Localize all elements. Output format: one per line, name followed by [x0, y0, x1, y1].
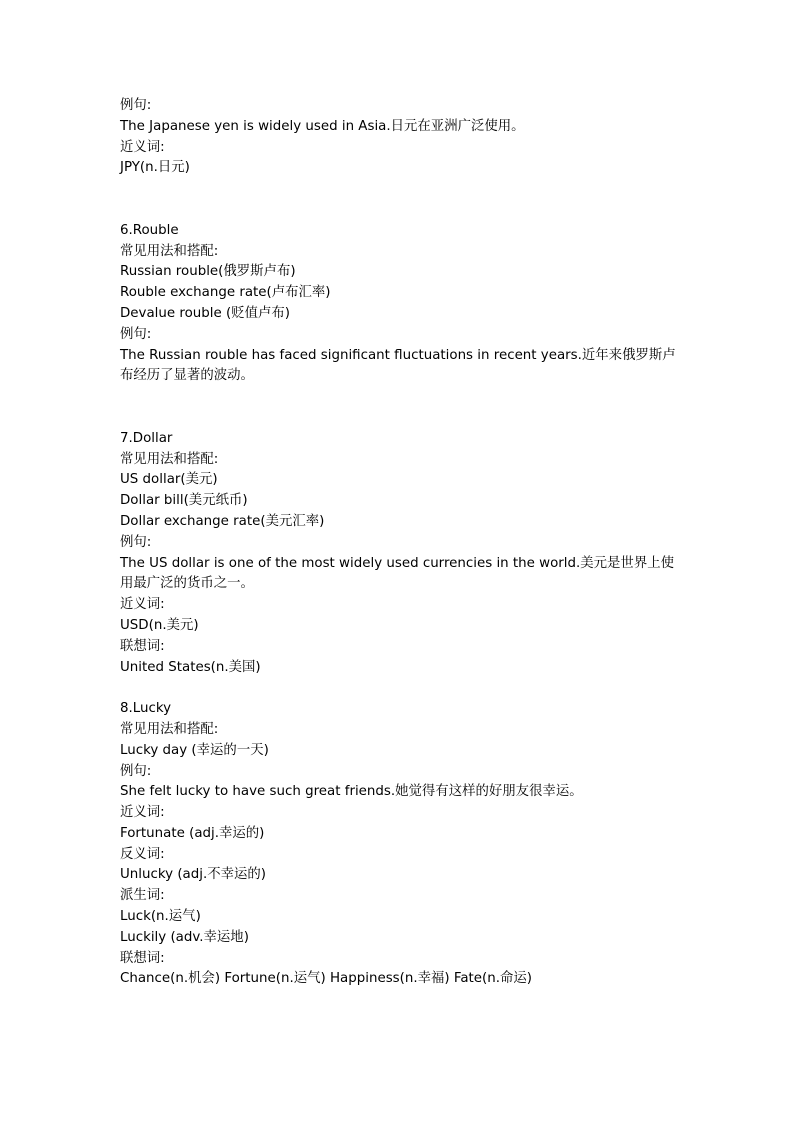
- dollar-heading: 7.Dollar: [120, 430, 173, 446]
- rouble-usage-item: Rouble exchange rate(卢布汇率): [120, 285, 331, 301]
- jpy-synonym-label: 近义词:: [120, 139, 165, 155]
- lucky-antonym-label: 反义词:: [120, 846, 165, 862]
- lucky-association: Chance(n.机会) Fortune(n.运气) Happiness(n.幸福) Fate(n.命运): [120, 971, 533, 987]
- jpy-synonym: JPY(n.日元): [120, 160, 190, 176]
- dollar-example-sentence-line1: The US dollar is one of the most widely used currencies in the world.美元是世界上使: [120, 555, 674, 571]
- lucky-antonym: Unlucky (adj.不幸运的): [120, 867, 267, 883]
- dollar-usage-item: Dollar exchange rate(美元汇率): [120, 513, 325, 529]
- lucky-derivative-item: Luck(n.运气): [120, 909, 201, 925]
- lucky-example-sentence: She felt lucky to have such great friends.她觉得有这样的好朋友很幸运。: [120, 784, 583, 800]
- lucky-association-label: 联想词:: [120, 950, 165, 966]
- rouble-example-label: 例句:: [120, 326, 152, 342]
- lucky-example-label: 例句:: [120, 763, 152, 779]
- section-spacer: [120, 678, 690, 699]
- dollar-association: United States(n.美国): [120, 659, 261, 675]
- lucky-derivative-label: 派生词:: [120, 888, 165, 904]
- document-page: [120, 96, 690, 990]
- dollar-usage-item: Dollar bill(美元纸币): [120, 493, 248, 509]
- lucky-derivative-item: Luckily (adv.幸运地): [120, 929, 249, 945]
- rouble-example-sentence-line2: 布经历了显著的波动。: [120, 368, 254, 384]
- dollar-association-label: 联想词:: [120, 638, 165, 654]
- lucky-synonym: Fortunate (adj.幸运的): [120, 825, 265, 841]
- dollar-synonym-label: 近义词:: [120, 597, 165, 613]
- section-spacer: [120, 179, 690, 221]
- lucky-heading: 8.Lucky: [120, 701, 172, 717]
- lucky-synonym-label: 近义词:: [120, 805, 165, 821]
- dollar-usage-item: US dollar(美元): [120, 472, 218, 488]
- dollar-usage-label: 常见用法和搭配:: [120, 451, 219, 467]
- dollar-synonym: USD(n.美元): [120, 617, 199, 633]
- jpy-example-sentence: The Japanese yen is widely used in Asia.日元在亚洲广泛使用。: [120, 118, 525, 134]
- lucky-usage-item: Lucky day (幸运的一天): [120, 742, 269, 758]
- rouble-example-sentence-line1: The Russian rouble has faced significant fluctuations in recent years.近年来俄罗斯卢: [120, 347, 676, 363]
- lucky-usage-label: 常见用法和搭配:: [120, 721, 219, 737]
- rouble-usage-item: Russian rouble(俄罗斯卢布): [120, 264, 296, 280]
- rouble-usage-label: 常见用法和搭配:: [120, 243, 219, 259]
- dollar-example-label: 例句:: [120, 534, 152, 550]
- rouble-heading: 6.Rouble: [120, 222, 179, 238]
- rouble-usage-item: Devalue rouble (贬值卢布): [120, 305, 290, 321]
- jpy-example-label: 例句:: [120, 98, 152, 113]
- section-spacer: [120, 387, 690, 429]
- dollar-example-sentence-line2: 用最广泛的货币之一。: [120, 576, 254, 592]
